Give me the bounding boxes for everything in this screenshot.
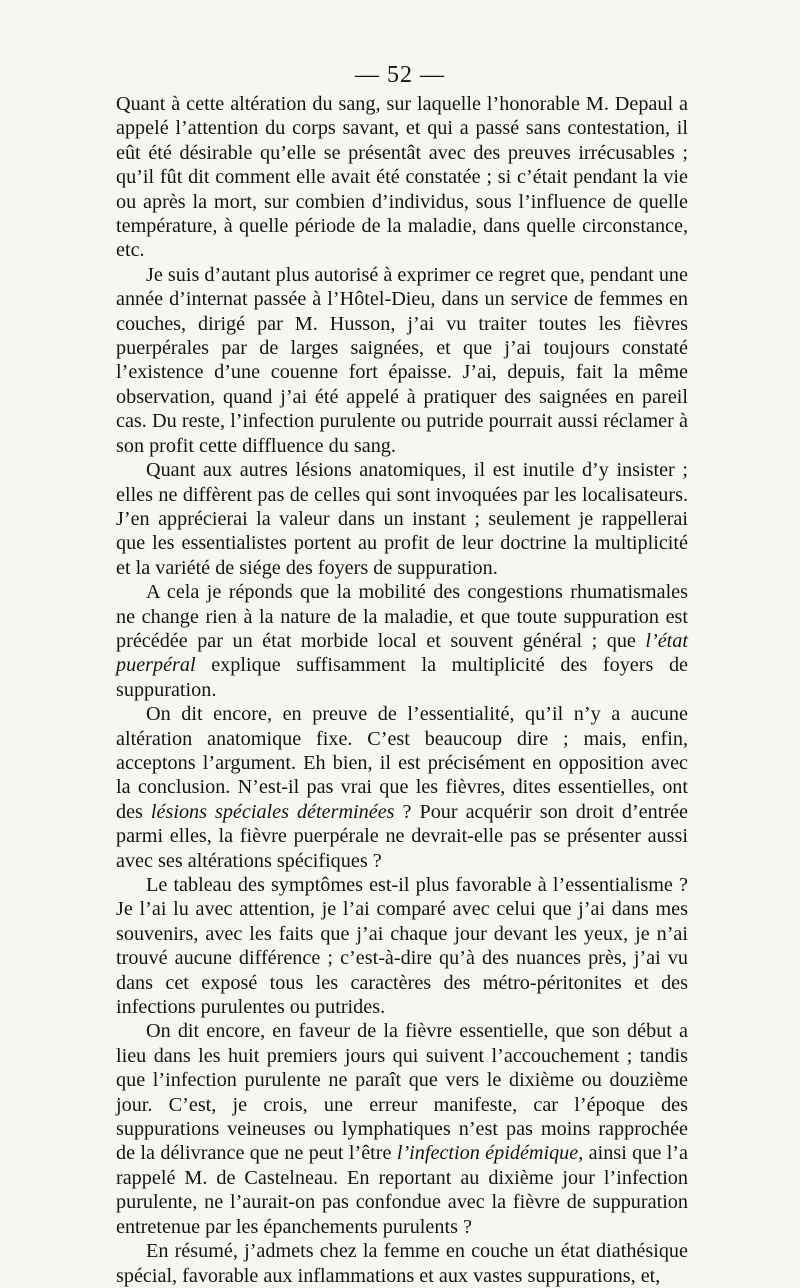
paragraph-text: Je suis d’autant plus autorisé à exprimer ce regret que, pendant une année d’internat passée à l’Hôtel-Dieu, dans un service de femmes en couches, dirigé par M. Husson, j’ai vu traiter toutes les fièvres puerpérales par de larges saignées, et que j’ai toujours constaté l’existence d’une couenne fort épaisse. J’ai, depuis, fait la même observation, quand j’ai été appelé à pratiquer des saignées en pareil cas. Du reste, l’infection purulente ou putride pourrait aussi réclamer à son profit cette diffluence du sang. [116, 263, 688, 457]
paragraph-5 [116, 702, 688, 873]
paragraph-text: , ainsi que l’a rappelé M. de Castelneau. En reportant au dixième jour l’infection purulente, ne l’aurait-on pas confondue avec la fièvre de suppuration entretenue par les épanchements purulents ? [116, 1142, 688, 1238]
italic-phrase: l’état puerpéral [116, 629, 688, 677]
paragraph-text: On dit encore, en faveur de la fièvre essentielle, que son début a lieu dans les huit premiers jours qui suivent l’accouchement ; tandis que l’infection purulente ne paraît que vers le dixième ou douzième jour. C’est, je crois, une erreur manifeste, car l’époque des suppurations veineuses ou lymphatiques n’est pas moins rapprochée de la délivrance que ne peut l’être [116, 1020, 688, 1165]
paragraph-text: ? Pour acquérir son droit d’entrée parmi elles, la fièvre puerpérale ne devrait-elle pas se présenter aussi avec ses altérations spécifiques ? [116, 800, 688, 872]
paragraph-text: A cela je réponds que la mobilité des congestions rhumatismales ne change rien à la nature de la maladie, et que toute suppuration est précédée par un état morbide local et souvent général ; que [116, 581, 688, 652]
paragraph-7 [116, 1019, 688, 1239]
italic-phrase: lésions spéciales déterminées [150, 800, 395, 823]
paragraph-8 [116, 1239, 688, 1288]
paragraph-text: En résumé, j’admets chez la femme en couche un état diathésique spécial, favorable aux inflammations et aux vastes suppurations, et, [116, 1240, 688, 1287]
paragraph-text: On dit encore, en preuve de l’essentialité, qu’il n’y a aucune altération anatomique fixe. C’est beaucoup dire ; mais, enfin, acceptons l’argument. Eh bien, il est précisément en opposition avec la conclusion. N’est-il pas vrai que les fièvres, dites essentielles, ont des [116, 703, 688, 823]
paragraph-1 [116, 92, 688, 263]
paragraph-3 [116, 458, 688, 580]
paragraph-4 [116, 580, 688, 702]
page-number: — 52 — [355, 62, 445, 88]
paragraph-2 [116, 263, 688, 458]
body-text [116, 92, 688, 1288]
paragraph-text: Quant à cette altération du sang, sur laquelle l’honorable M. Depaul a appelé l’attention du corps savant, et qui a passé sans contestation, il eût été désirable qu’elle se présentât avec des preuves irrécusables ; qu’il fût dit comment elle avait été constatée ; si c’était pendant la vie ou après la mort, sur combien d’individus, sous l’influence de quelle température, à quelle période de la maladie, dans quelle circonstance, etc. [116, 93, 688, 262]
italic-phrase: l’infection épidémique [396, 1142, 579, 1165]
paragraph-text: Le tableau des symptômes est-il plus favorable à l’essentialisme ? Je l’ai lu avec attention, je l’ai comparé avec celui que j’ai dans mes souvenirs, avec les faits que j’ai chaque jour devant les yeux, je n’ai trouvé aucune différence ; c’est-à-dire qu’à des nuances près, j’ai vu dans cet exposé tous les caractères des métro-péritonites et des infections purulentes ou putrides. [116, 874, 688, 1019]
paragraph-6 [116, 873, 688, 1019]
paragraph-text: Quant aux autres lésions anatomiques, il est inutile d’y insister ; elles ne diffèrent pas de celles qui sont invoquées par les localisateurs. J’en apprécierai la valeur dans un instant ; seulement je rappellerai que les essentialistes portent au profit de leur doctrine la multiplicité et la variété de siége des foyers de suppuration. [116, 459, 688, 579]
paragraph-text: explique suffisamment la multiplicité des foyers de suppuration. [116, 654, 688, 701]
